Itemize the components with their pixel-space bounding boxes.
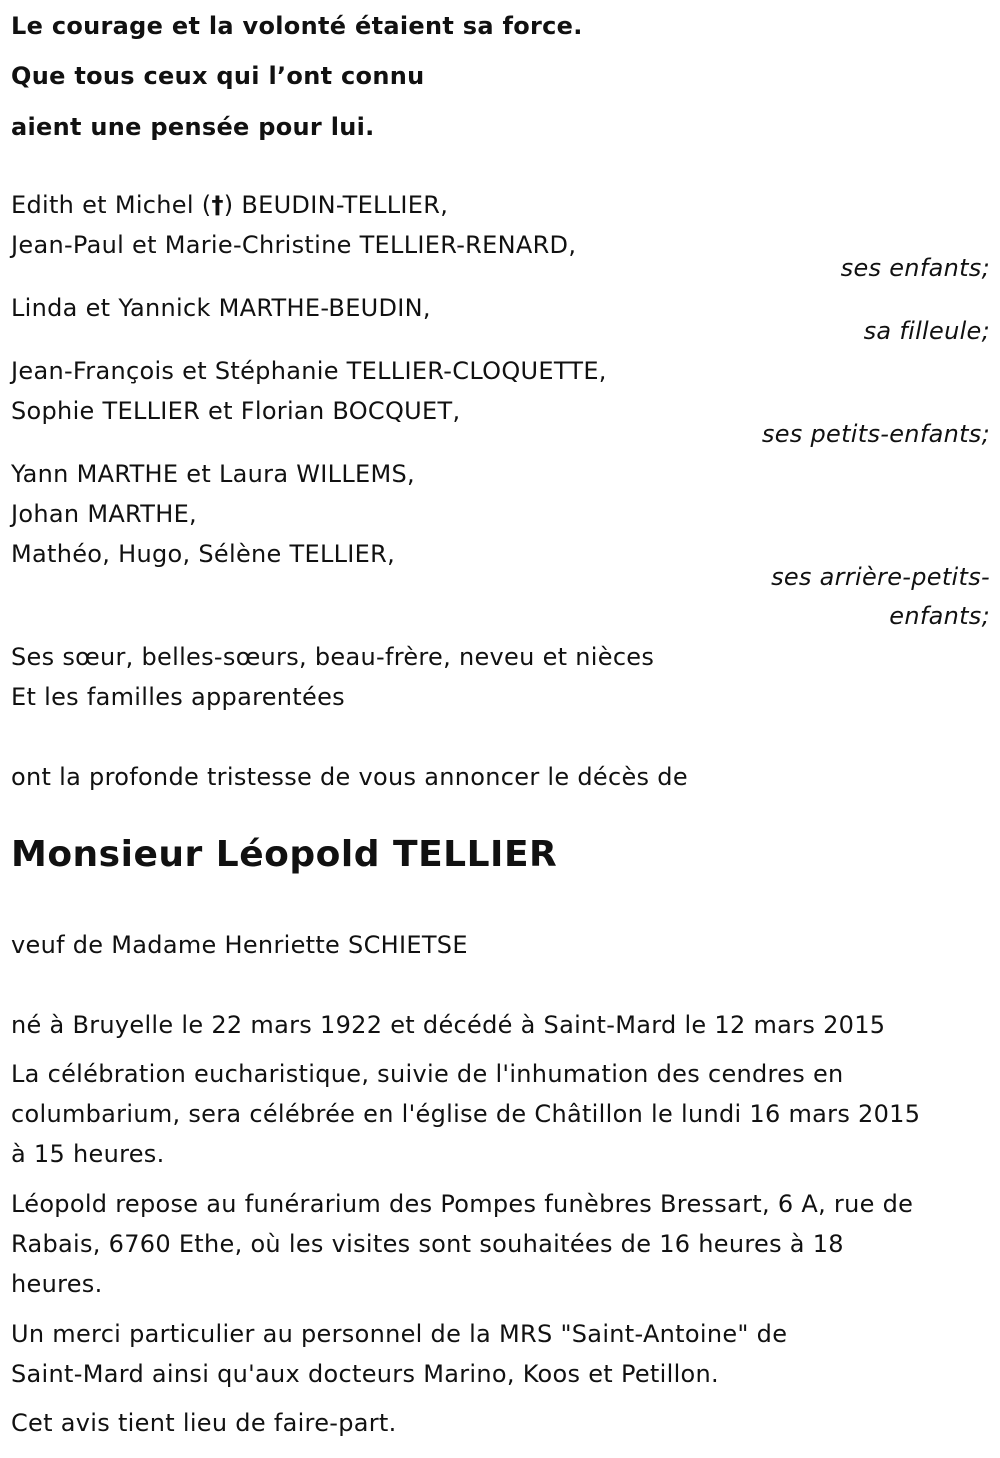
rest-line-3: heures. xyxy=(11,1270,103,1298)
announcement: ont la profonde tristesse de vous annoncer le décès de xyxy=(11,763,688,791)
cross-icon: † xyxy=(211,191,224,219)
children-names-start: Edith et Michel ( xyxy=(11,191,212,219)
ceremony-line-3: à 15 heures. xyxy=(11,1140,165,1168)
epitaph-line-3: aient une pensée pour lui. xyxy=(11,113,375,141)
birth-death: né à Bruyelle le 22 mars 1922 et décédé à Saint-Mard le 12 mars 2015 xyxy=(11,1011,886,1039)
deceased-name: Monsieur Léopold TELLIER xyxy=(11,834,558,875)
children-line-1 xyxy=(11,185,448,225)
children-line-2: Jean-Paul et Marie-Christine TELLIER-RENARD, xyxy=(11,231,577,259)
role-grandchildren: ses petits-enfants; xyxy=(761,420,990,448)
ceremony-line-2: columbarium, sera célébrée en l'église de Châtillon le lundi 16 mars 2015 xyxy=(11,1100,921,1128)
others-line-2: Et les familles apparentées xyxy=(11,683,345,711)
role-goddaughter: sa filleule; xyxy=(863,317,990,345)
role-children: ses enfants; xyxy=(840,254,990,282)
children-names-end: ) BEUDIN-TELLIER, xyxy=(223,191,449,219)
epitaph-line-2: Que tous ceux qui l’ont connu xyxy=(11,62,425,90)
epitaph-line-1: Le courage et la volonté étaient sa force. xyxy=(11,12,583,40)
widower-line: veuf de Madame Henriette SCHIETSE xyxy=(11,931,468,959)
rest-line-1: Léopold repose au funérarium des Pompes funèbres Bressart, 6 A, rue de xyxy=(11,1190,914,1218)
great-grandchildren-line-3: Mathéo, Hugo, Sélène TELLIER, xyxy=(11,540,396,568)
rest-line-2: Rabais, 6760 Ethe, où les visites sont souhaitées de 16 heures à 18 xyxy=(11,1230,844,1258)
great-grandchildren-line-2: Johan MARTHE, xyxy=(11,500,197,528)
grandchildren-line-1: Jean-François et Stéphanie TELLIER-CLOQUETTE, xyxy=(11,357,607,385)
ceremony-line-1: La célébration eucharistique, suivie de l'inhumation des cendres en xyxy=(11,1060,844,1088)
goddaughter-line: Linda et Yannick MARTHE-BEUDIN, xyxy=(11,294,431,322)
grandchildren-line-2: Sophie TELLIER et Florian BOCQUET, xyxy=(11,397,461,425)
thanks-line-1: Un merci particulier au personnel de la MRS "Saint-Antoine" de xyxy=(11,1320,788,1348)
role-great-grandchildren-1: ses arrière-petits- xyxy=(771,563,990,591)
thanks-line-2: Saint-Mard ainsi qu'aux docteurs Marino, Koos et Petillon. xyxy=(11,1360,719,1388)
closing-line: Cet avis tient lieu de faire-part. xyxy=(11,1409,397,1437)
great-grandchildren-line-1: Yann MARTHE et Laura WILLEMS, xyxy=(11,460,415,488)
role-great-grandchildren-2: enfants; xyxy=(889,602,990,630)
others-line-1: Ses sœur, belles-sœurs, beau-frère, neveu et nièces xyxy=(11,643,655,671)
